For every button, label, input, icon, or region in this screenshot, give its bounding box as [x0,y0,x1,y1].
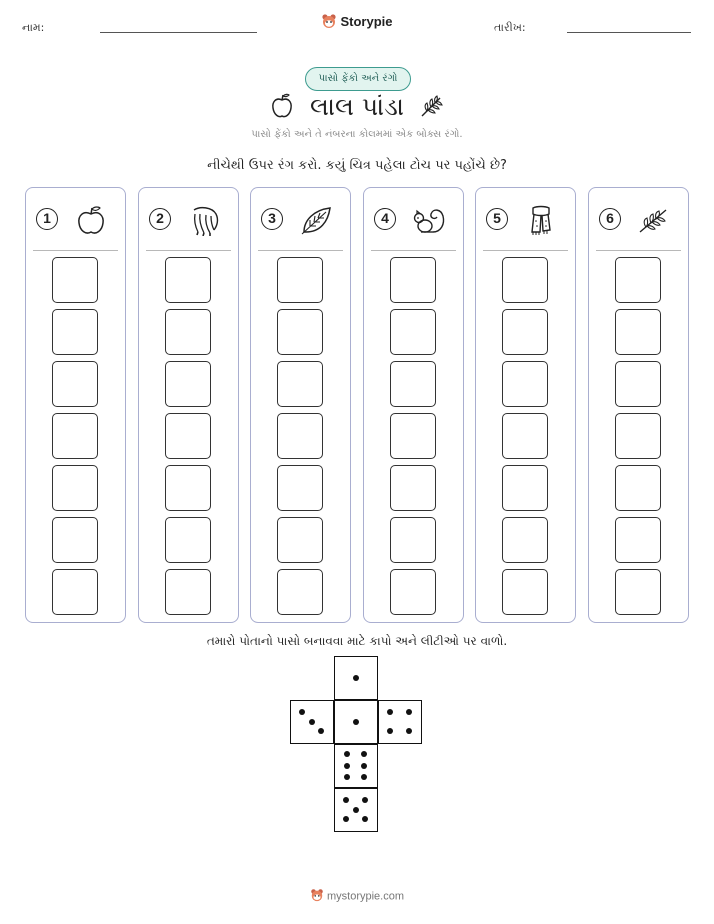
color-box[interactable] [502,309,548,355]
color-box[interactable] [502,517,548,563]
die-face-5 [334,788,378,832]
die-pip [353,807,359,813]
die-pip [361,774,367,780]
color-box[interactable] [277,413,323,459]
column-number: 2 [149,208,171,230]
die-pip [361,763,367,769]
die-pip [318,728,324,734]
name-line [100,32,257,33]
color-box[interactable] [52,361,98,407]
name-label: નામ: [22,21,45,34]
panda-logo-icon [310,888,324,905]
color-box[interactable] [277,465,323,511]
color-box[interactable] [277,517,323,563]
squirrel-icon [411,204,447,236]
column-header [261,204,341,238]
column-header [36,204,116,238]
column-header [599,204,679,238]
color-box[interactable] [502,569,548,615]
column-5 [475,187,576,623]
die-pip [344,763,350,769]
color-box[interactable] [165,413,211,459]
die-pip [406,728,412,734]
leafy-branch-icon [418,92,446,124]
die-pip [362,797,368,803]
date-label: તારીખ: [494,21,526,34]
color-box[interactable] [165,361,211,407]
color-box[interactable] [615,309,661,355]
column-header [374,204,454,238]
column-1 [25,187,126,623]
color-box[interactable] [52,517,98,563]
color-box[interactable] [52,465,98,511]
color-box[interactable] [52,309,98,355]
subtitle: પાસો ફેંકો અને તે નંબરના કોલમમાં એક બોક્સ રંગો. [251,129,463,140]
leaf-icon [298,204,334,236]
die-pip [387,709,393,715]
die-pip [361,751,367,757]
color-box[interactable] [390,257,436,303]
color-box[interactable] [52,569,98,615]
column-number: 4 [374,208,396,230]
column-number: 1 [36,208,58,230]
brand-name: Storypie [340,13,393,29]
color-box[interactable] [277,569,323,615]
color-box[interactable] [165,465,211,511]
color-box[interactable] [615,257,661,303]
footer [0,888,714,905]
die-face-3 [290,700,334,744]
color-box[interactable] [502,361,548,407]
scarf-icon [523,204,559,236]
die-pip [343,816,349,822]
panda-logo-icon [321,13,337,32]
column-divider [483,250,568,251]
column-3 [250,187,351,623]
color-box[interactable] [390,517,436,563]
column-divider [596,250,681,251]
color-box[interactable] [165,569,211,615]
die-face-4 [378,700,422,744]
die-pip [343,797,349,803]
column-number: 3 [261,208,283,230]
color-box[interactable] [615,569,661,615]
column-header [149,204,229,238]
color-box[interactable] [277,257,323,303]
apple-icon [73,204,109,236]
color-box[interactable] [277,309,323,355]
die-face-6 [334,744,378,788]
color-box[interactable] [390,569,436,615]
column-2 [138,187,239,623]
column-divider [33,250,118,251]
column-4 [363,187,464,623]
color-box[interactable] [390,309,436,355]
color-box[interactable] [52,413,98,459]
instruction: નીચેથી ઉપર રંગ કરો. કયું ચિત્ર પહેલા ટોચ પર પહોંચે છે? [207,158,507,173]
column-number: 5 [486,208,508,230]
color-box[interactable] [52,257,98,303]
color-box[interactable] [502,465,548,511]
column-divider [371,250,456,251]
color-box[interactable] [390,413,436,459]
die-pip [406,709,412,715]
die-pip [353,675,359,681]
brand-logo [0,13,714,32]
page-title: લાલ પાંડા [309,92,405,121]
die-pip [387,728,393,734]
color-box[interactable] [615,465,661,511]
color-box[interactable] [390,465,436,511]
color-box[interactable] [615,517,661,563]
column-divider [146,250,231,251]
leafy-branch-icon [636,204,672,236]
die-face-1 [334,656,378,700]
die-pip [353,719,359,725]
color-box[interactable] [277,361,323,407]
cut-instruction: તમારો પોતાનો પાસો બનાવવા માટે કાપો અને લીટીઓ પર વાળો. [206,634,508,648]
footer-url: mystorypie.com [326,890,405,903]
column-number: 6 [599,208,621,230]
die-pip [344,774,350,780]
color-box[interactable] [502,413,548,459]
color-box[interactable] [502,257,548,303]
color-box[interactable] [390,361,436,407]
die-pip [309,719,315,725]
color-box[interactable] [615,413,661,459]
die-pip [344,751,350,757]
die-pip [362,816,368,822]
activity-pill: પાસો ફેંકો અને રંગો [305,67,411,91]
color-box[interactable] [165,517,211,563]
color-box[interactable] [165,309,211,355]
color-box[interactable] [165,257,211,303]
column-divider [258,250,343,251]
column-header [486,204,566,238]
color-box[interactable] [615,361,661,407]
date-line [567,32,691,33]
die-pip [299,709,305,715]
column-6 [588,187,689,623]
paw-claw-icon [186,204,222,236]
die-face-1 [334,700,378,744]
